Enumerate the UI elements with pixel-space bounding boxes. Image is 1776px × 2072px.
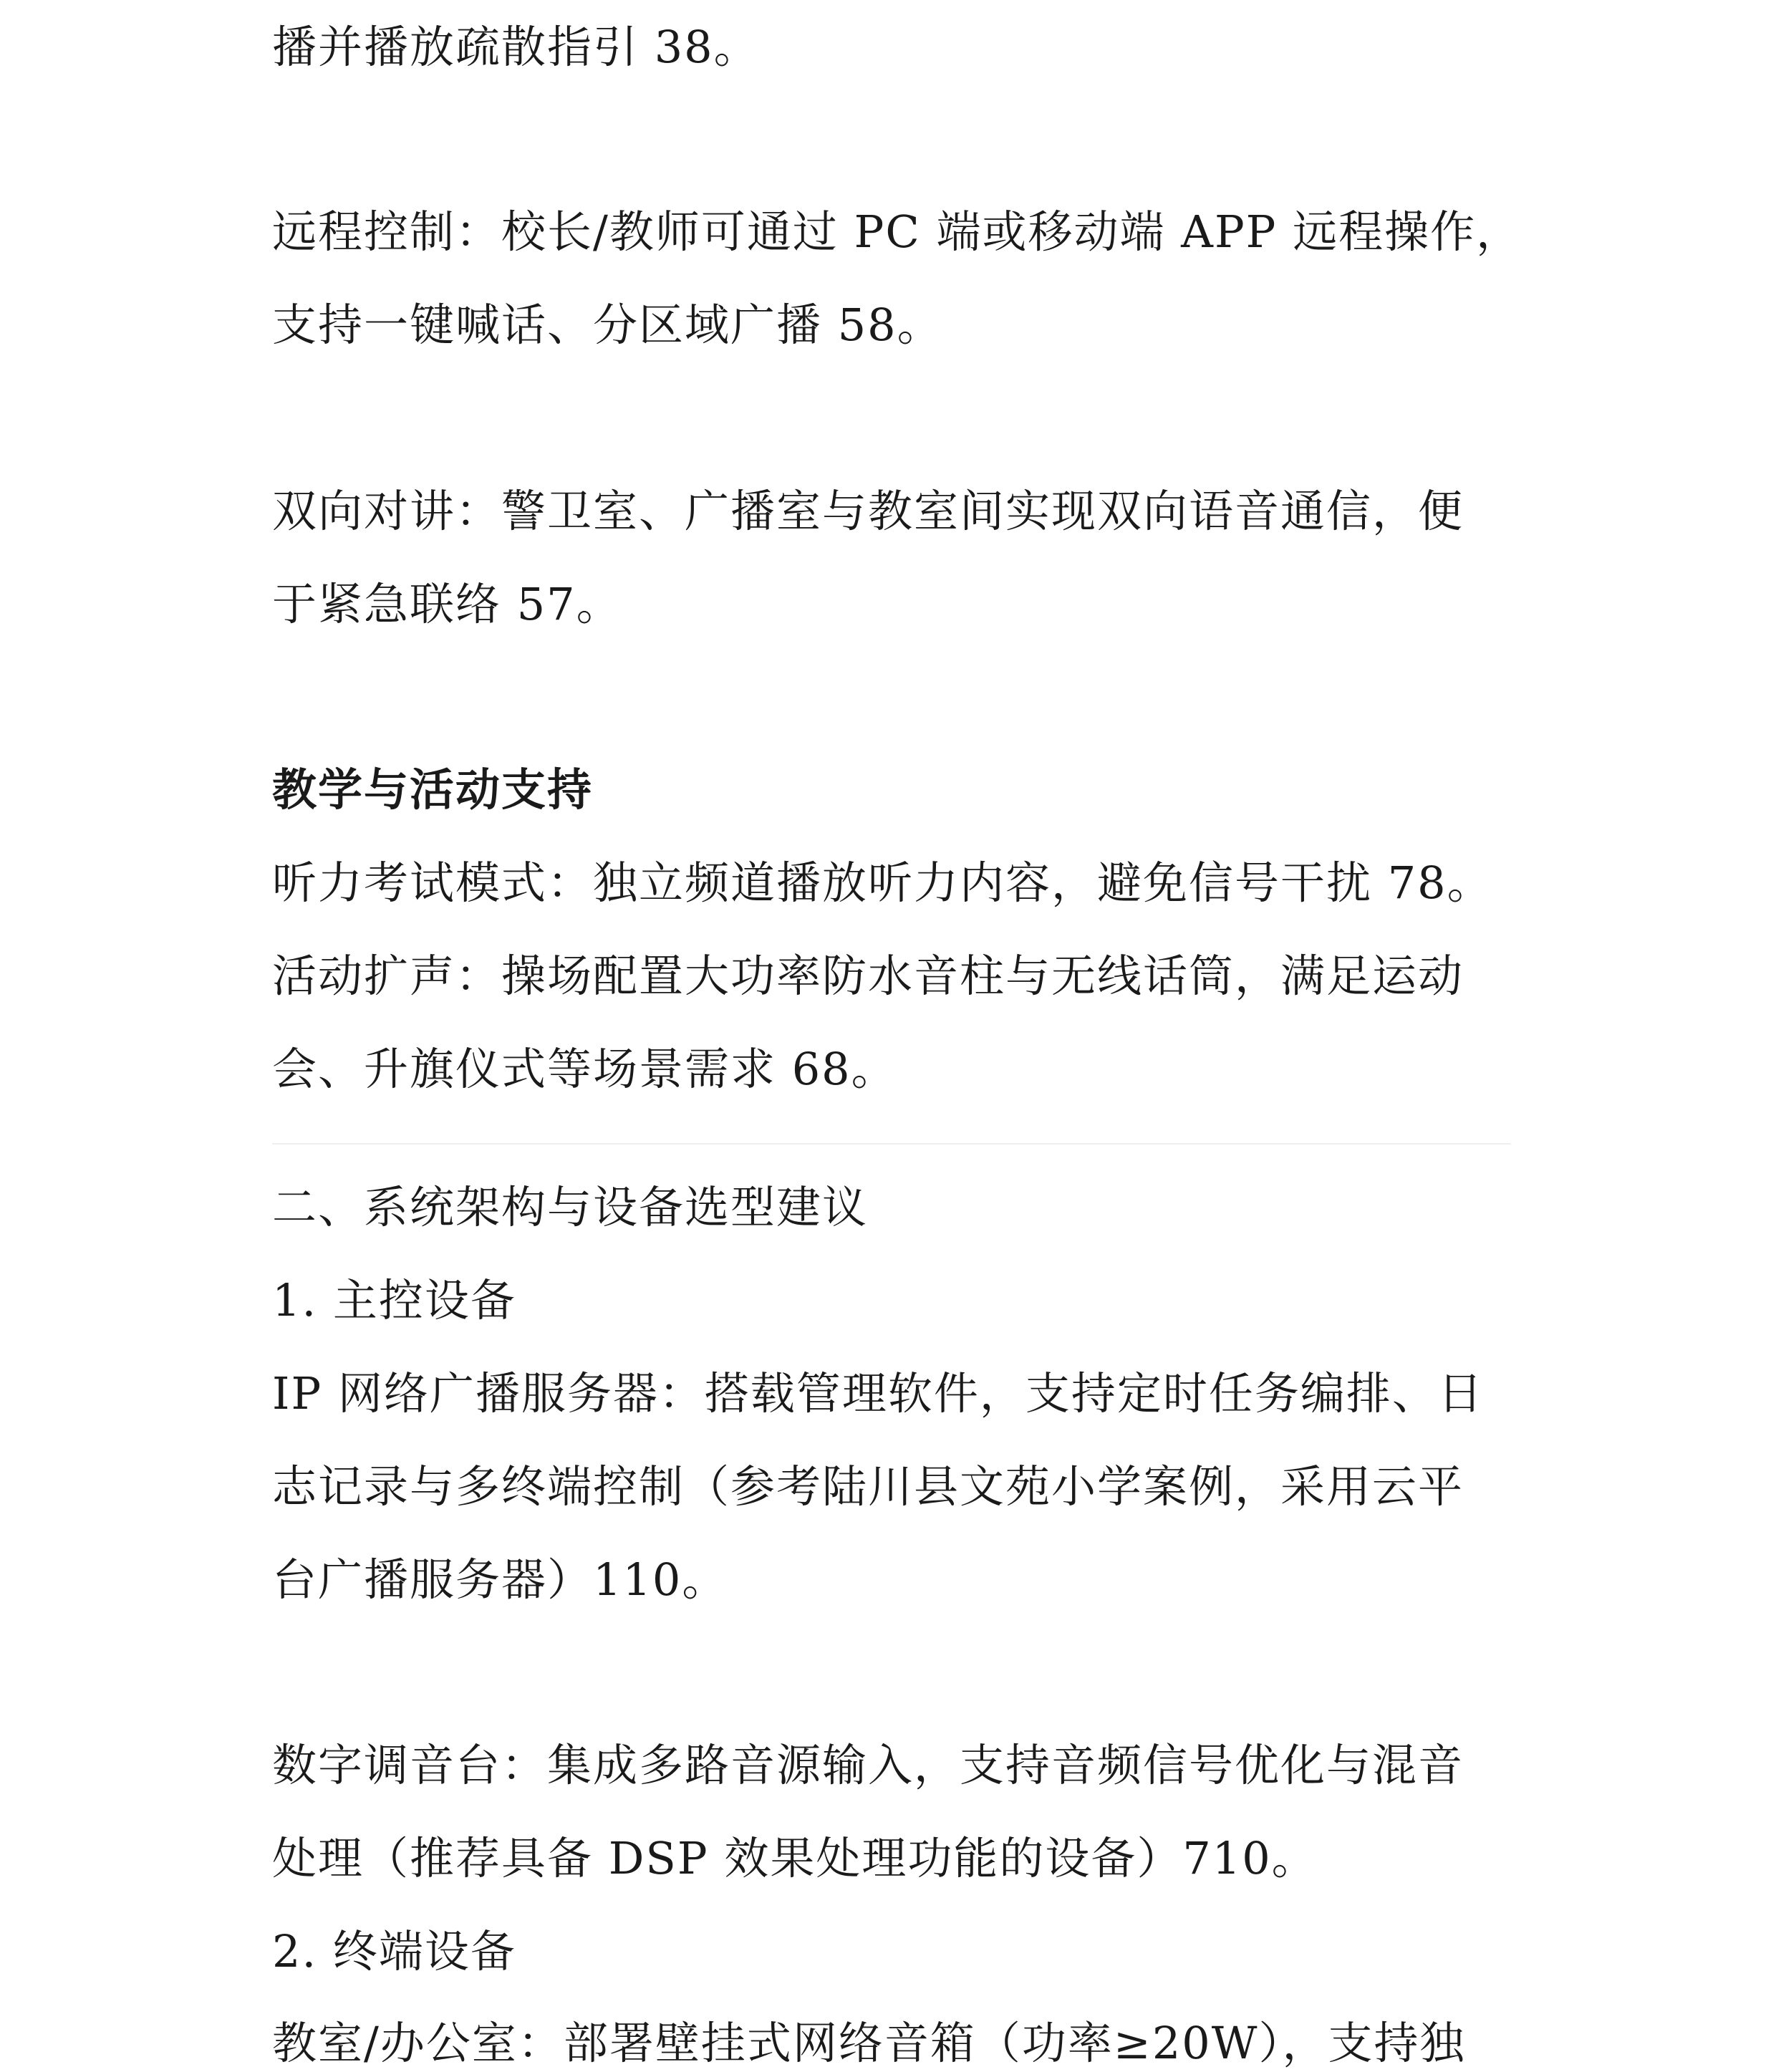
- paragraph-line: 志记录与多终端控制（参考陆川县文苑小学案例，采用云平: [272, 1460, 1464, 1513]
- paragraph-line: 活动扩声：操场配置大功率防水音柱与无线话筒，满足运动: [272, 950, 1464, 1002]
- paragraph-line: 台广播服务器）110。: [272, 1553, 728, 1606]
- paragraph-line: IP 网络广播服务器：搭载管理软件，支持定时任务编排、日: [272, 1367, 1484, 1420]
- paragraph-line: 数字调音台：集成多路音源输入，支持音频信号优化与混音: [272, 1739, 1464, 1791]
- paragraph-line: 支持一键喊话、分区域广播 58。: [272, 299, 943, 351]
- subsection-heading: 1. 主控设备: [272, 1274, 516, 1326]
- paragraph-line: 播并播放疏散指引 38。: [272, 21, 760, 73]
- paragraph-line: 教室/办公室：部署壁挂式网络音箱（功率≥20W），支持独: [272, 2017, 1466, 2069]
- chapter-heading: 二、系统架构与设备选型建议: [272, 1181, 869, 1233]
- paragraph-line: 远程控制：校长/教师可通过 PC 端或移动端 APP 远程操作，: [272, 206, 1522, 258]
- horizontal-divider: [272, 1143, 1511, 1145]
- paragraph-line: 会、升旗仪式等场景需求 68。: [272, 1043, 897, 1095]
- paragraph-line: 处理（推荐具备 DSP 效果处理功能的设备）710。: [272, 1832, 1318, 1884]
- paragraph-line: 听力考试模式：独立频道播放听力内容，避免信号干扰 78。: [272, 857, 1493, 909]
- section-heading: 教学与活动支持: [272, 763, 594, 816]
- paragraph-line: 于紧急联络 57。: [272, 578, 622, 630]
- paragraph-line: 双向对讲：警卫室、广播室与教室间实现双向语音通信，便: [272, 485, 1464, 537]
- subsection-heading: 2. 终端设备: [272, 1925, 516, 1977]
